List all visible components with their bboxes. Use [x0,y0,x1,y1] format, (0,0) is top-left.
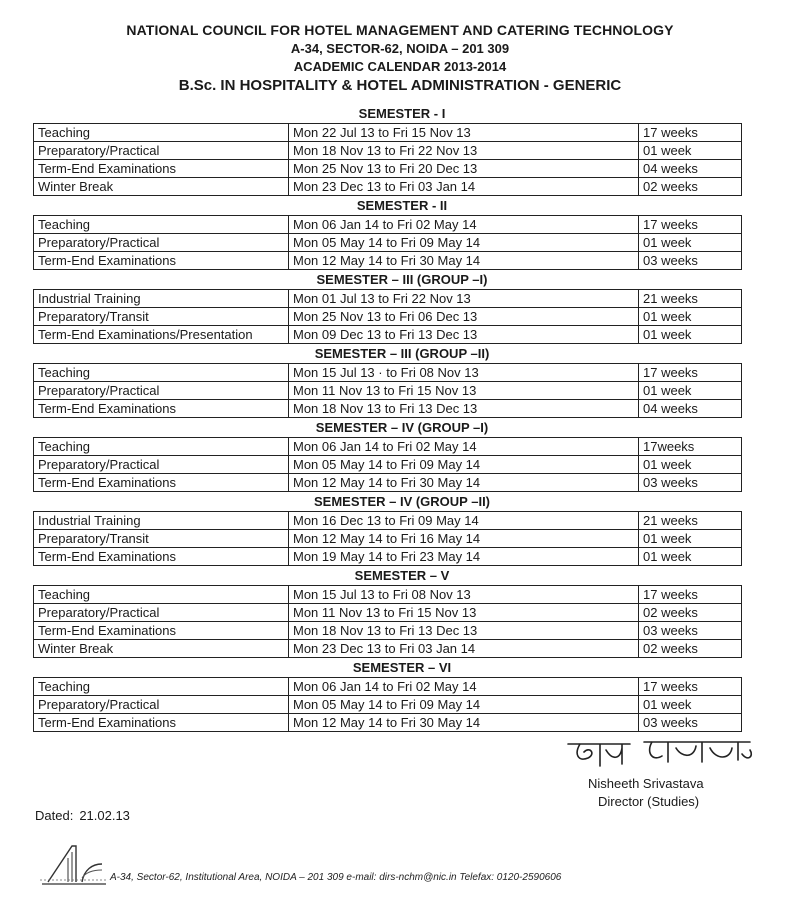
table-row [34,400,742,418]
dates-cell: Mon 12 May 14 to Fri 30 May 14 [289,474,639,492]
dates-cell: Mon 01 Jul 13 to Fri 22 Nov 13 [289,290,639,308]
semester-title: SEMESTER – III (GROUP –I) [316,272,488,287]
semester-title: SEMESTER – III (GROUP –II) [314,346,490,361]
duration-cell: 02 weeks [639,604,742,622]
activity-cell: Preparatory/Practical [34,456,289,474]
activity-cell: Teaching [34,364,289,382]
semester-table [33,437,742,492]
duration-cell: 02 weeks [639,640,742,658]
dates-cell: Mon 12 May 14 to Fri 30 May 14 [289,252,639,270]
dates-cell: Mon 11 Nov 13 to Fri 15 Nov 13 [289,382,639,400]
dates-cell: Mon 15 Jul 13 · to Fri 08 Nov 13 [289,364,639,382]
semester-table [33,363,742,418]
dates-cell: Mon 15 Jul 13 to Fri 08 Nov 13 [289,586,639,604]
activity-cell: Teaching [34,586,289,604]
table-row [34,364,742,382]
activity-cell: Term-End Examinations [34,400,289,418]
dates-cell: Mon 18 Nov 13 to Fri 22 Nov 13 [289,142,639,160]
table-row [34,438,742,456]
dates-cell: Mon 06 Jan 14 to Fri 02 May 14 [289,216,639,234]
table-row [34,142,742,160]
semester-table [33,123,742,196]
dated-line [35,808,136,823]
duration-cell: 01 week [639,234,742,252]
duration-cell: 01 week [639,382,742,400]
semester-table [33,585,742,658]
duration-cell: 17weeks [639,438,742,456]
dates-cell: Mon 25 Nov 13 to Fri 06 Dec 13 [289,308,639,326]
dates-cell: Mon 18 Nov 13 to Fri 13 Dec 13 [289,400,639,418]
duration-cell: 04 weeks [639,400,742,418]
duration-cell: 21 weeks [639,512,742,530]
activity-cell: Teaching [34,438,289,456]
dates-cell: Mon 12 May 14 to Fri 16 May 14 [289,530,639,548]
table-row [34,160,742,178]
activity-cell: Teaching [34,678,289,696]
duration-cell: 01 week [639,326,742,344]
semester-title: SEMESTER – VI [352,660,452,675]
activity-cell: Preparatory/Practical [34,696,289,714]
activity-cell: Term-End Examinations [34,714,289,732]
semester-title: SEMESTER – IV (GROUP –I) [315,420,489,435]
table-row [34,714,742,732]
table-row [34,586,742,604]
duration-cell: 17 weeks [639,216,742,234]
table-row [34,216,742,234]
activity-cell: Term-End Examinations [34,622,289,640]
semester-title: SEMESTER - II [356,198,448,213]
table-row [34,252,742,270]
table-row [34,326,742,344]
activity-cell: Winter Break [34,640,289,658]
duration-cell: 21 weeks [639,290,742,308]
dates-cell: Mon 05 May 14 to Fri 09 May 14 [289,234,639,252]
semester-title: SEMESTER – IV (GROUP –II) [313,494,491,509]
table-row [34,124,742,142]
duration-cell: 01 week [639,308,742,326]
table-row [34,640,742,658]
council-name: NATIONAL COUNCIL FOR HOTEL MANAGEMENT AND CATERING TECHNOLOGY [126,22,674,38]
activity-cell: Term-End Examinations [34,160,289,178]
duration-cell: 03 weeks [639,622,742,640]
activity-cell: Preparatory/Practical [34,234,289,252]
activity-cell: Term-End Examinations [34,474,289,492]
duration-cell: 17 weeks [639,124,742,142]
dates-cell: Mon 19 May 14 to Fri 23 May 14 [289,548,639,566]
activity-cell: Term-End Examinations [34,252,289,270]
table-row [34,622,742,640]
dates-cell: Mon 12 May 14 to Fri 30 May 14 [289,714,639,732]
table-row [34,604,742,622]
dates-cell: Mon 09 Dec 13 to Fri 13 Dec 13 [289,326,639,344]
dates-cell: Mon 05 May 14 to Fri 09 May 14 [289,696,639,714]
duration-cell: 02 weeks [639,178,742,196]
dates-cell: Mon 11 Nov 13 to Fri 15 Nov 13 [289,604,639,622]
duration-cell: 01 week [639,696,742,714]
table-row [34,178,742,196]
activity-cell: Term-End Examinations/Presentation [34,326,289,344]
duration-cell: 03 weeks [639,474,742,492]
table-row [34,456,742,474]
table-row [34,382,742,400]
activity-cell: Teaching [34,124,289,142]
duration-cell: 17 weeks [639,586,742,604]
dates-cell: Mon 22 Jul 13 to Fri 15 Nov 13 [289,124,639,142]
activity-cell: Preparatory/Practical [34,604,289,622]
activity-cell: Winter Break [34,178,289,196]
table-row [34,678,742,696]
table-row [34,308,742,326]
table-row [34,290,742,308]
dates-cell: Mon 23 Dec 13 to Fri 03 Jan 14 [289,178,639,196]
programme-title: B.Sc. IN HOSPITALITY & HOTEL ADMINISTRATION - GENERIC [178,77,622,94]
duration-cell: 17 weeks [639,364,742,382]
signatory-title: Director (Studies) [598,794,700,809]
duration-cell: 01 week [639,456,742,474]
duration-cell: 01 week [639,142,742,160]
activity-cell: Preparatory/Practical [34,382,289,400]
dates-cell: Mon 05 May 14 to Fri 09 May 14 [289,456,639,474]
semester-title: SEMESTER – V [354,568,450,583]
table-row [34,512,742,530]
duration-cell: 03 weeks [639,252,742,270]
duration-cell: 01 week [639,530,742,548]
duration-cell: 03 weeks [639,714,742,732]
handwritten-signature [560,732,760,772]
table-row [34,696,742,714]
dates-cell: Mon 06 Jan 14 to Fri 02 May 14 [289,438,639,456]
table-row [34,548,742,566]
dates-cell: Mon 23 Dec 13 to Fri 03 Jan 14 [289,640,639,658]
semester-table [33,511,742,566]
dates-cell: Mon 25 Nov 13 to Fri 20 Dec 13 [289,160,639,178]
activity-cell: Teaching [34,216,289,234]
calendar-title: ACADEMIC CALENDAR 2013-2014 [293,59,507,74]
dates-cell: Mon 18 Nov 13 to Fri 13 Dec 13 [289,622,639,640]
duration-cell: 04 weeks [639,160,742,178]
footer [38,838,758,888]
dated-value: 21.02.13 [79,808,130,823]
activity-cell: Preparatory/Transit [34,308,289,326]
duration-cell: 17 weeks [639,678,742,696]
semester-table [33,289,742,344]
semester-table [33,215,742,270]
council-address: A-34, SECTOR-62, NOIDA – 201 309 [290,41,510,56]
semester-table [33,677,742,732]
footer-address: A-34, Sector-62, Institutional Area, NOIDA – 201 309 e-mail: dirs-nchm@nic.in Telefax: 0120-2590606 [110,872,562,883]
table-row [34,234,742,252]
activity-cell: Preparatory/Practical [34,142,289,160]
activity-cell: Term-End Examinations [34,548,289,566]
table-row [34,474,742,492]
academic-calendar [33,104,741,732]
dates-cell: Mon 06 Jan 14 to Fri 02 May 14 [289,678,639,696]
nchmct-logo-icon [38,838,108,888]
signatory-name: Nisheeth Srivastava [588,776,704,791]
activity-cell: Industrial Training [34,512,289,530]
activity-cell: Industrial Training [34,290,289,308]
semester-title: SEMESTER - I [358,106,446,121]
dated-label: Dated: [35,808,74,823]
activity-cell: Preparatory/Transit [34,530,289,548]
table-row [34,530,742,548]
dates-cell: Mon 16 Dec 13 to Fri 09 May 14 [289,512,639,530]
duration-cell: 01 week [639,548,742,566]
